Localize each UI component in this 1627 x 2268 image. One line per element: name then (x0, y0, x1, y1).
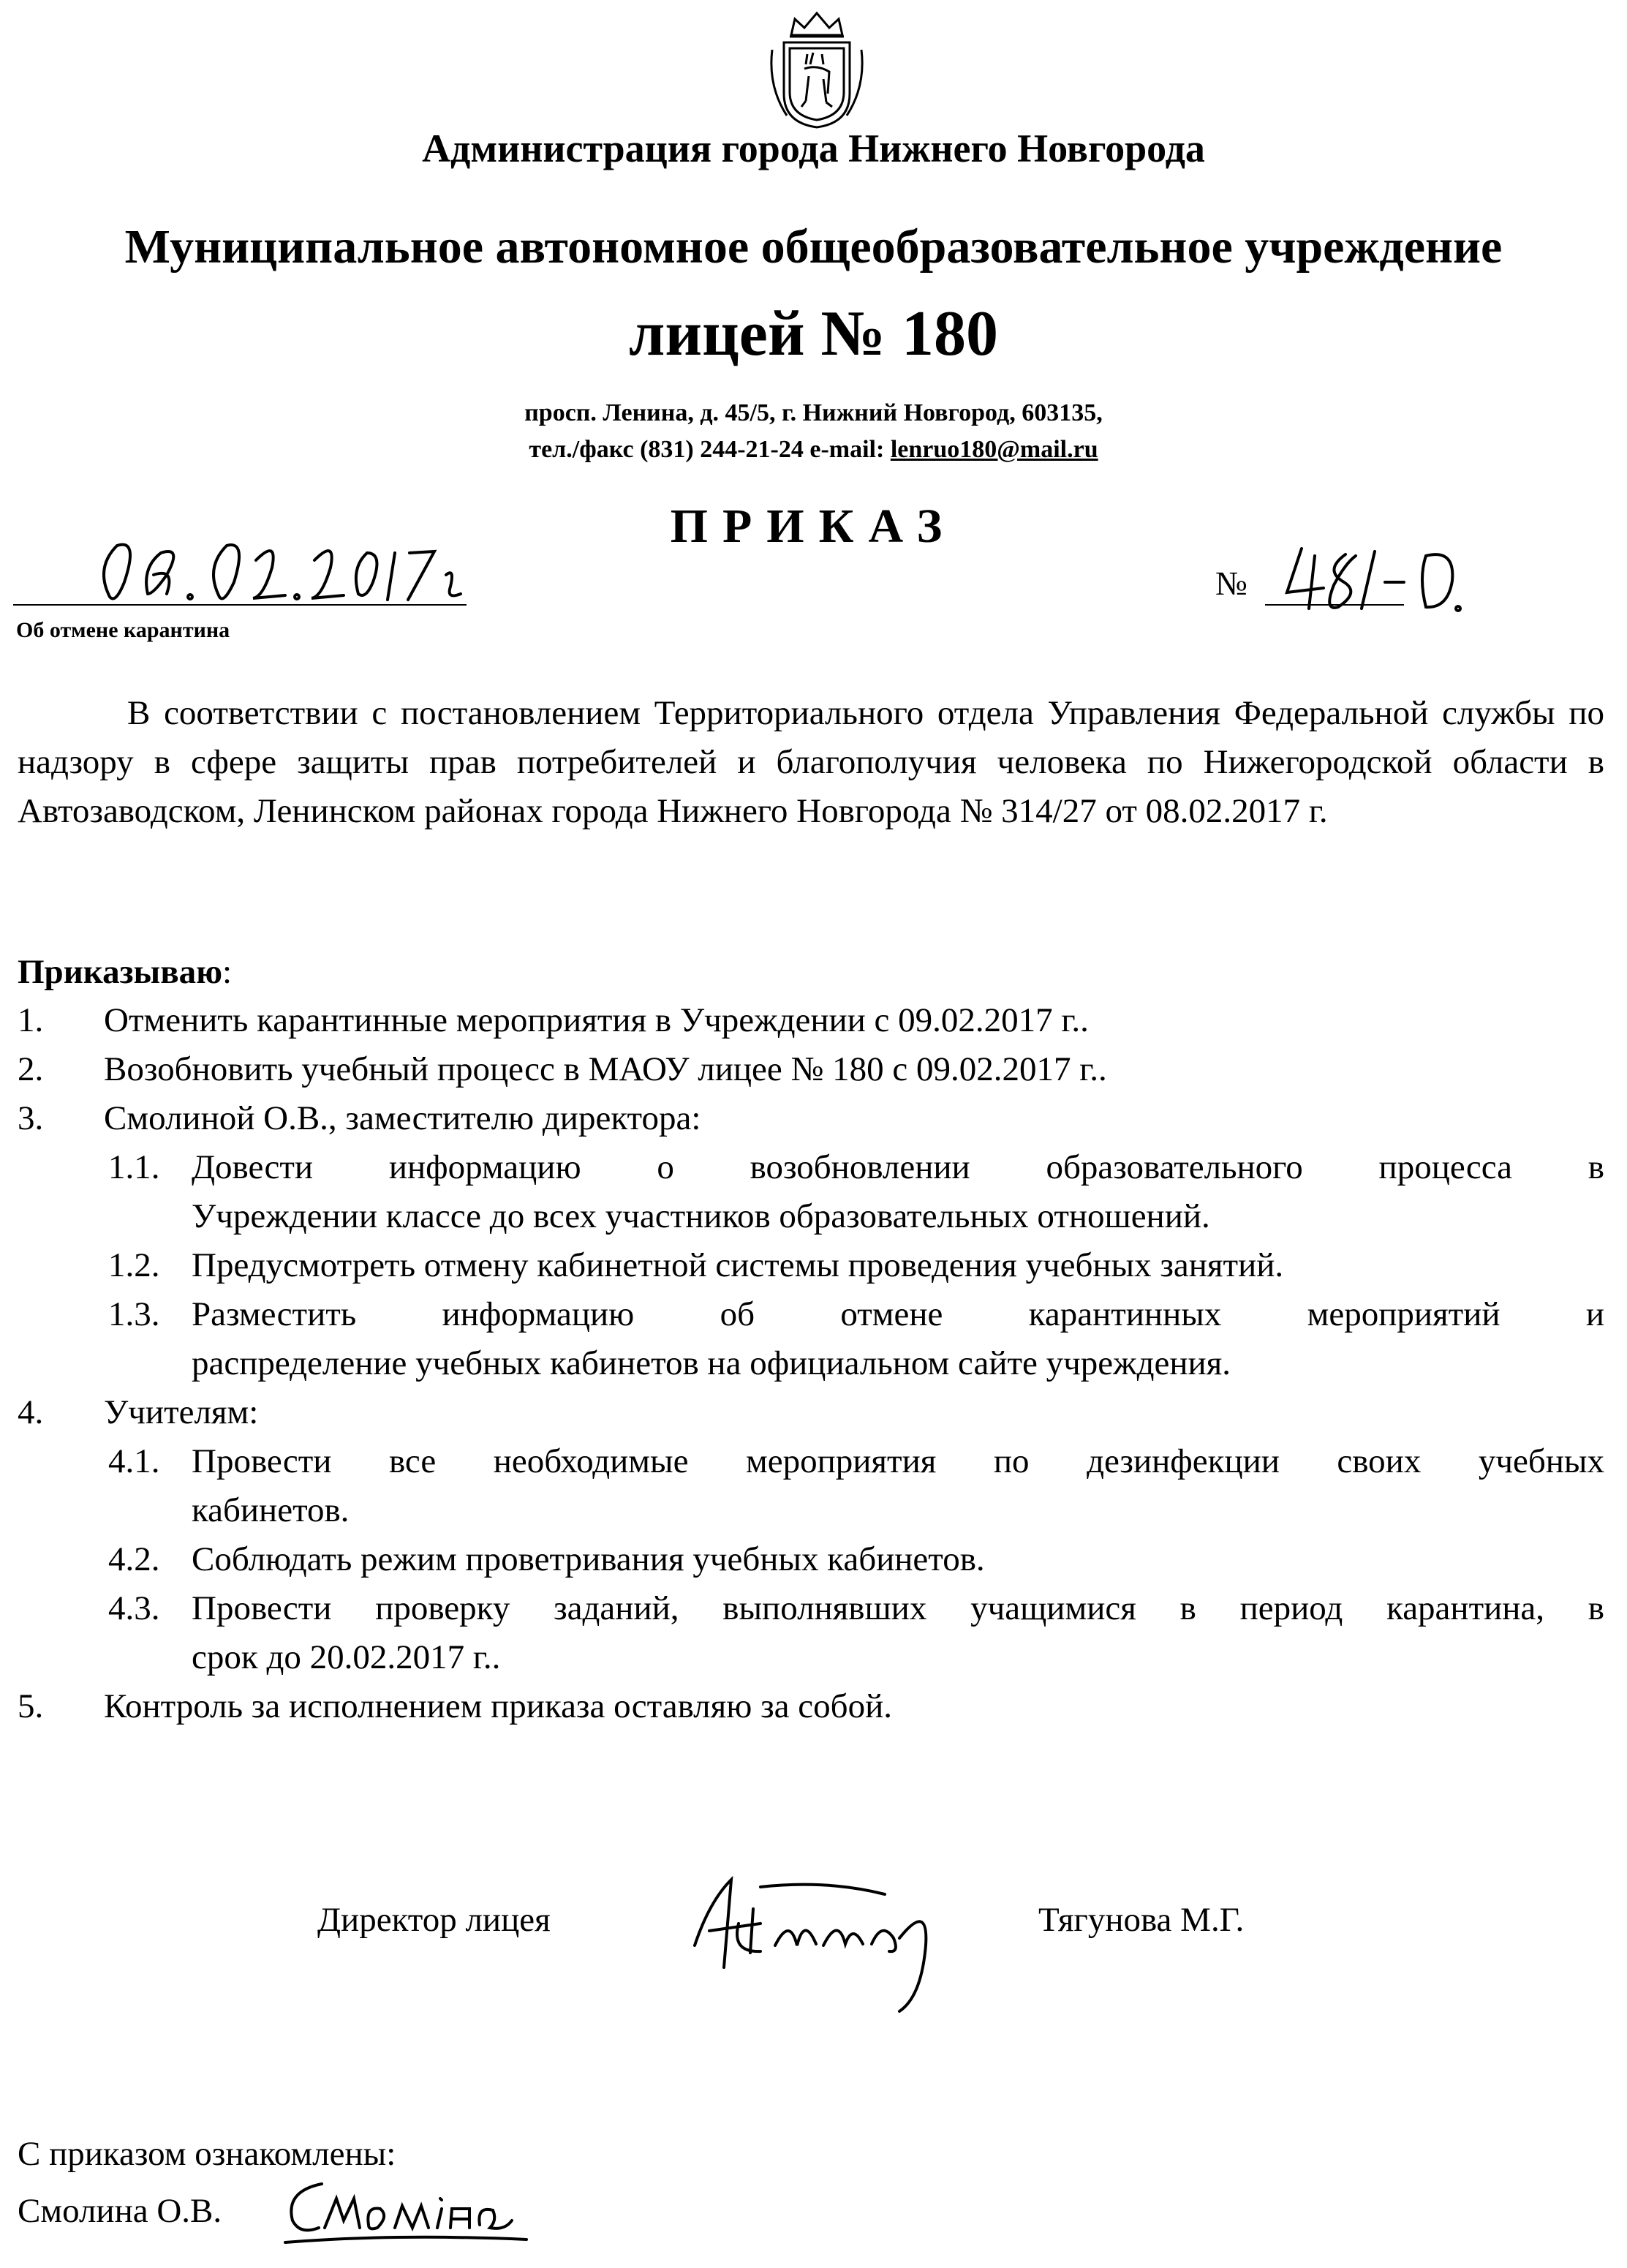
sub-item-line: Провести проверку заданий, выполнявших учащимися в период карантина, в (192, 1589, 1604, 1627)
sub-item-line: Учреждении классе до всех участников образовательных отношений. (192, 1197, 1210, 1235)
acknowledgement-signature (278, 2169, 534, 2250)
item-number: 5. (18, 1687, 44, 1725)
contact-line (0, 432, 1627, 468)
sub-item-number: 1.1. (108, 1148, 160, 1186)
sub-item-number: 1.2. (108, 1246, 160, 1284)
item-text: Контроль за исполнением приказа оставляю за собой. (104, 1687, 892, 1725)
sub-item-text (192, 1241, 1604, 1290)
item-text: Учителям: (104, 1393, 259, 1431)
sub-item-line: Соблюдать режим проветривания учебных кабинетов. (192, 1540, 985, 1578)
sub-item-text (192, 1143, 1604, 1241)
sub-item-number: 4.1. (108, 1442, 160, 1480)
sub-item-text (192, 1437, 1604, 1535)
intro-paragraph: В соответствии с постановлением Территориального отдела Управления Федеральной службы по надзору в сфере защиты прав потребителей и благополучия человека по Нижегородской области в Автозаводском, Ленинском районах города Нижнего Новгорода № 314/27 от 08.02.2017 г. (18, 694, 1604, 830)
item-text: Смолиной О.В., заместителю директора: (104, 1099, 701, 1137)
address-block (0, 395, 1627, 468)
phone-text: тел./факс (831) 244-21-24 e-mail: (529, 436, 891, 463)
item-number: 1. (18, 1001, 44, 1039)
sub-item-line: Предусмотреть отмену кабинетной системы проведения учебных занятий. (192, 1246, 1284, 1284)
item-text: Отменить карантинные мероприятия в Учреждении с 09.02.2017 г.. (104, 1001, 1089, 1039)
order-colon: : (222, 953, 233, 991)
sub-item-line: кабинетов. (192, 1491, 350, 1529)
sub-item-line: срок до 20.02.2017 г.. (192, 1638, 501, 1676)
signer-name: Тягунова М.Г. (1038, 1901, 1245, 1939)
item-number: 2. (18, 1050, 44, 1088)
order-number-label: № (1215, 565, 1247, 602)
sub-item-line: Довести информацию о возобновлении образовательного процесса в (192, 1148, 1604, 1186)
order-word: Приказываю (18, 953, 223, 991)
address-line: просп. Ленина, д. 45/5, г. Нижний Новгород, 603135, (524, 399, 1103, 426)
handwritten-date (80, 524, 490, 611)
order-title: ПРИКАЗ (670, 500, 957, 553)
sub-item-text (192, 1535, 1604, 1584)
item-number: 4. (18, 1393, 44, 1431)
sub-item-text (192, 1584, 1604, 1682)
sub-item-text (192, 1290, 1604, 1388)
order-heading (18, 948, 232, 997)
item-number: 3. (18, 1099, 44, 1137)
order-subject: Об отмене карантина (16, 618, 230, 642)
signer-role: Директор лицея (317, 1901, 551, 1939)
sub-item-line: Провести все необходимые мероприятия по дезинфекции своих учебных (192, 1442, 1604, 1480)
handwritten-order-number (1280, 541, 1470, 614)
director-signature (680, 1858, 958, 2019)
nizhny-novgorod-crest-icon (762, 6, 872, 130)
email-link[interactable]: lenruo180@mail.ru (890, 436, 1098, 463)
date-underline (13, 604, 467, 606)
sub-item-line: Разместить информацию об отмене карантинных мероприятий и (192, 1295, 1604, 1333)
sub-item-number: 1.3. (108, 1295, 160, 1333)
order-number-underline (1265, 604, 1404, 606)
institution-title: Муниципальное автономное общеобразовательное учреждение (124, 220, 1503, 274)
sub-item-number: 4.3. (108, 1589, 160, 1627)
lyceum-title: лицей № 180 (629, 298, 998, 369)
acknowledgement-name: Смолина О.В. (18, 2192, 222, 2230)
sub-item-line: распределение учебных кабинетов на официальном сайте учреждения. (192, 1344, 1231, 1382)
item-text: Возобновить учебный процесс в МАОУ лицее № 180 с 09.02.2017 г.. (104, 1050, 1107, 1088)
administration-title: Администрация города Нижнего Новгорода (422, 127, 1205, 170)
acknowledgement-label: С приказом ознакомлены: (18, 2135, 396, 2173)
sub-item-number: 4.2. (108, 1540, 160, 1578)
